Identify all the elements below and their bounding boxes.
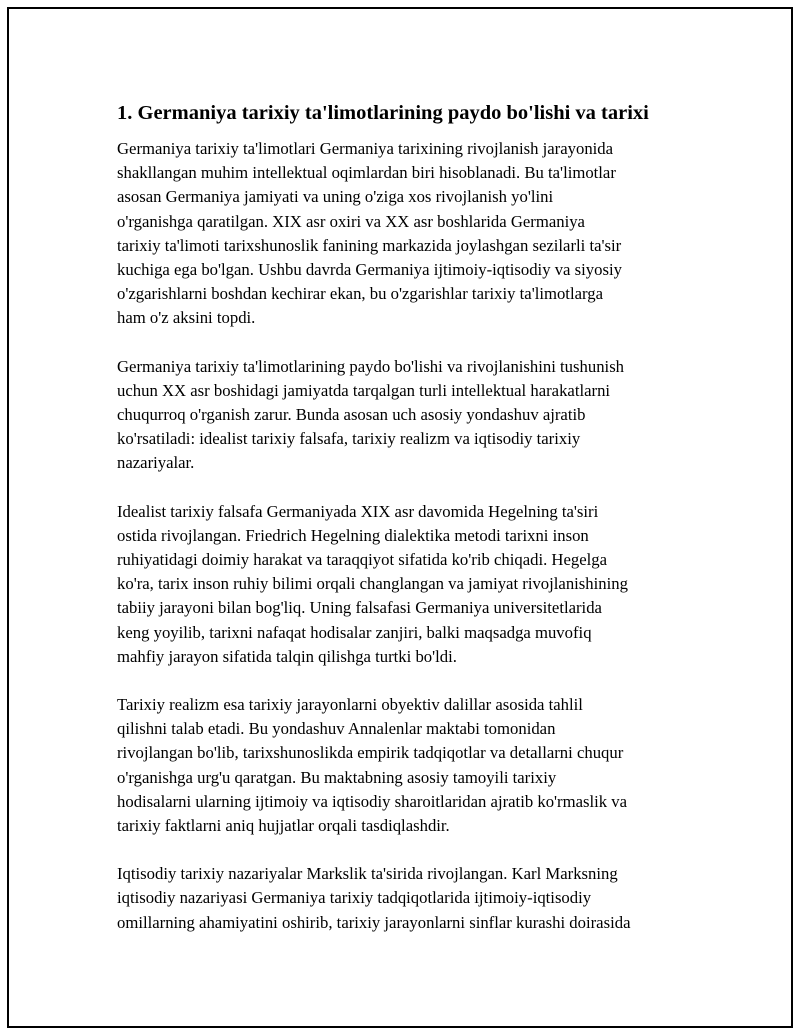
text-line: iqtisodiy nazariyasi Germaniya tarixiy tadqiqotlarida ijtimoiy-iqtisodiy — [117, 888, 592, 908]
text-line: ko'rsatiladi: idealist tarixiy falsafa, tarixiy realizm va iqtisodiy tarixiy — [117, 429, 581, 449]
text-line: mahfiy jarayon sifatida talqin qilishga turtki bo'ldi. — [117, 646, 457, 666]
paragraph — [117, 862, 697, 935]
text-line: keng yoyilib, tarixni nafaqat hodisalar zanjiri, balki maqsadga muvofiq — [117, 622, 592, 642]
document-page — [7, 7, 793, 1028]
text-line: ko'ra, tarix inson ruhiy bilimi orqali changlangan va jamiyat rivojlanishining — [117, 574, 628, 594]
text-line: kuchiga ega bo'lgan. Ushbu davrda Germaniya ijtimoiy-iqtisodiy va siyosiy — [117, 260, 622, 280]
text-line: ruhiyatidagi doimiy harakat va taraqqiyot sifatida ko'rib chiqadi. Hegelga — [117, 550, 608, 570]
paragraph — [117, 500, 697, 669]
text-line: ostida rivojlangan. Friedrich Hegelning dialektika metodi tarixni inson — [117, 525, 589, 545]
text-line: tabiiy jarayoni bilan bog'liq. Uning falsafasi Germaniya universitetlarida — [117, 598, 602, 618]
text-line: shakllangan muhim intellektual oqimlardan biri hisoblanadi. Bu ta'limotlar — [117, 163, 616, 183]
text-line: tarixiy faktlarni aniq hujjatlar orqali tasdiqlashdir. — [117, 816, 450, 836]
text-line: ham o'z aksini topdi. — [117, 308, 256, 328]
text-line: tarixiy ta'limoti tarixshunoslik fanining markazida joylashgan sezilarli ta'sir — [117, 235, 622, 255]
text-line: nazariyalar. — [117, 453, 195, 473]
text-line: Tarixiy realizm esa tarixiy jarayonlarni obyektiv dalillar asosida tahlil — [117, 695, 583, 715]
text-line: hodisalarni ularning ijtimoiy va iqtisodiy sharoitlaridan ajratib ko'rmaslik va — [117, 791, 628, 811]
text-line: o'rganishga qaratilgan. XIX asr oxiri va XX asr boshlarida Germaniya — [117, 211, 585, 231]
paragraph — [117, 355, 697, 476]
text-line: Germaniya tarixiy ta'limotlarining paydo bo'lishi va rivojlanishini tushunish — [117, 356, 625, 376]
text-line: Idealist tarixiy falsafa Germaniyada XIX asr davomida Hegelning ta'siri — [117, 501, 599, 521]
text-line: asosan Germaniya jamiyati va uning o'ziga xos rivojlanish yo'lini — [117, 187, 554, 207]
section-heading: 1. Germaniya tarixiy ta'limotlarining paydo bo'lishi va tarixi — [117, 102, 649, 124]
paragraph — [117, 693, 697, 838]
text-line: qilishni talab etadi. Bu yondashuv Annalenlar maktabi tomonidan — [117, 719, 556, 739]
text-line: uchun XX asr boshidagi jamiyatda tarqalgan turli intellektual harakatlarni — [117, 380, 611, 400]
text-line: o'rganishga urg'u qaratgan. Bu maktabning asosiy tamoyili tarixiy — [117, 767, 557, 787]
document-content — [117, 100, 697, 959]
text-line: Iqtisodiy tarixiy nazariyalar Markslik ta'sirida rivojlangan. Karl Marksning — [117, 864, 618, 884]
text-line: o'zgarishlarni boshdan kechirar ekan, bu o'zgarishlar tarixiy ta'limotlarga — [117, 284, 603, 304]
text-line: Germaniya tarixiy ta'limotlari Germaniya tarixining rivojlanish jarayonida — [117, 139, 614, 158]
text-line: rivojlangan bo'lib, tarixshunoslikda empirik tadqiqotlar va detallarni chuqur — [117, 743, 624, 763]
text-line: omillarning ahamiyatini oshirib, tarixiy jarayonlarni sinflar kurashi doirasida — [117, 912, 631, 932]
text-line: chuqurroq o'rganish zarur. Bunda asosan uch asosiy yondashuv ajratib — [117, 405, 586, 425]
paragraph — [117, 137, 697, 331]
